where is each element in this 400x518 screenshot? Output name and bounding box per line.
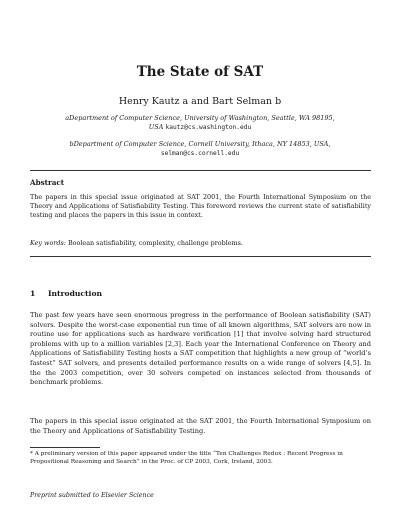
abstract-text: The papers in this special issue originated at SAT 2001, the Fourth International Symposium on the Theory and Applications of Satisfiability Testing. This foreword reviews the current state of satisfiability testing and places the papers in this issue in context. [30,193,371,219]
author-a-email: kautz@cs.washington.edu [165,124,252,131]
keywords-label: Key words: [30,239,66,247]
intro-paragraph-2: The papers in this special issue originated at the SAT 2001, the Fourth International Symposium on the Theory and Applications of Satisfiability Testing. [30,417,371,435]
affiliation-a-line2 [30,123,370,132]
affiliation-a-line1: aDepartment of Computer Science, University of Washington, Seattle, WA 98195, [65,114,335,122]
section-heading [30,289,102,298]
preprint-footer: Preprint submitted to Elsevier Science [30,492,154,499]
abstract-heading: Abstract [30,178,65,187]
footnote-rule [30,447,100,448]
affiliation-a [30,114,370,132]
abstract-top-rule [30,170,371,171]
affiliation-a-country: USA [148,123,164,131]
intro-paragraph-1: The past few years have seen enormous progress in the performance of Boolean satisfiability (SAT) solvers. Despite the worst-case exponential run time of all known algorithms, SAT solvers are now in routine use for applications such as hardware verification [1] that involve solving hard structured problems with up to a million variables [2,3]. Each year the International Conference on Theory and Applications of Satisfiability Testing hosts a SAT competition that highlights a new group of “world’s fastest” SAT solvers, and presents detailed performance results on a wide range of solvers [4,5]. In the the 2003 competition, over 30 solvers competed on instances selected from thousands of benchmark problems. [30,311,371,387]
author-b-email: selman@cs.cornell.edu [160,150,240,157]
section-title: Introduction [47,289,103,298]
affiliation-b-line1: bDepartment of Computer Science, Cornell University, Ithaca, NY 14853, USA, [69,140,331,148]
affiliation-b [30,140,370,158]
keywords [30,239,371,248]
keywords-text: Boolean satisfiability, complexity, challenge problems. [67,239,243,247]
footnote: * A preliminary version of this paper appeared under the title “Ten Challenges Redux : Recent Progress in Propositional Reasoning and Search” in the Proc. of CP 2003, Cork, Ireland, 2003. [30,451,343,466]
paper-title: The State of SAT [136,64,264,80]
abstract-bottom-rule [30,256,371,257]
author-list: Henry Kautz a and Bart Selman b [118,96,282,107]
section-number: 1 [30,289,36,298]
